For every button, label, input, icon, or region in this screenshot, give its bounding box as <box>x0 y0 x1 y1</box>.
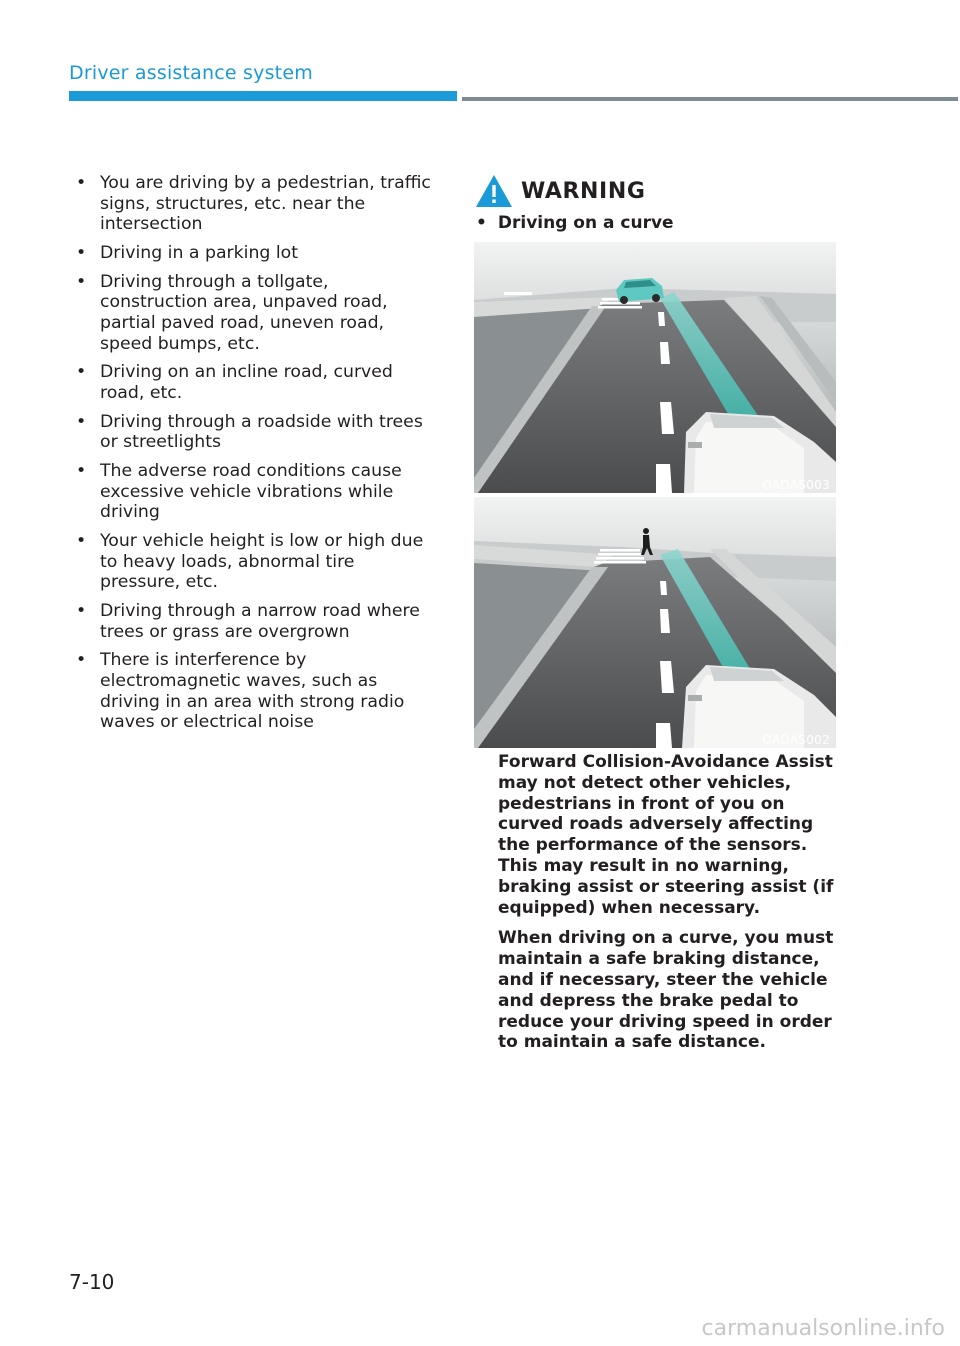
bullet: • <box>76 650 87 671</box>
bullet: • <box>76 362 87 383</box>
warning-label: WARNING <box>521 178 646 204</box>
header-rule-gray <box>462 97 958 101</box>
warning-header <box>474 172 646 210</box>
warning-paragraph: When driving on a curve, you must maintain a safe braking distance, and if necessary, steer the vehicle and depress the brake pedal to reduce your driving speed in order to maintain a safe distance. <box>498 928 834 1053</box>
list-item-text: Your vehicle height is low or high due to heavy loads, abnormal tire pressure, etc. <box>100 531 424 593</box>
bullet: • <box>476 213 487 233</box>
list-item-text: The adverse road conditions cause excessive vehicle vibrations while driving <box>100 461 402 523</box>
bullet: • <box>76 531 87 552</box>
warning-paragraph: Forward Collision-Avoidance Assist may not detect other vehicles, pedestrians in front of you on curved roads adversely affecting the performance of the sensors. This may result in no warning, braking assist or steering assist (if equipped) when necessary. <box>498 752 834 918</box>
bullet: • <box>76 173 87 193</box>
list-item-text: Driving on an incline road, curved road, etc. <box>100 362 393 403</box>
figure-code: OADAS002 <box>762 733 830 747</box>
list-item-text: Driving through a roadside with trees or streetlights <box>100 411 423 453</box>
list-item-text: You are driving by a pedestrian, traffic signs, structures, etc. near the intersection <box>100 173 431 235</box>
condition-list <box>76 173 431 741</box>
list-item <box>76 461 431 523</box>
bullet: • <box>76 461 87 482</box>
list-item <box>76 362 431 403</box>
list-item <box>76 531 431 593</box>
figure-curve-vehicle <box>474 242 836 493</box>
warning-item <box>476 213 674 233</box>
list-item-text: Driving through a tollgate, construction area, unpaved road, partial paved road, uneven road, speed bumps, etc. <box>100 271 388 354</box>
header-rule-accent <box>69 91 457 101</box>
curve-pedestrian-illustration <box>474 497 836 748</box>
list-item <box>76 412 431 453</box>
bullet: • <box>76 411 87 432</box>
target-vehicle <box>616 278 664 304</box>
warning-triangle-icon <box>474 173 514 209</box>
list-item <box>76 243 431 264</box>
page-number: 7-10 <box>69 1270 115 1294</box>
warning-item-text: Driving on a curve <box>497 213 674 233</box>
warning-body <box>498 752 840 1063</box>
bullet: • <box>76 601 87 621</box>
figure-code: OADAS003 <box>762 478 830 492</box>
list-item-text: Driving in a parking lot <box>100 242 299 263</box>
list-item-text: Driving through a narrow road where trees or grass are overgrown <box>100 601 420 642</box>
list-item <box>76 173 431 235</box>
watermark: carmanualsonline.info <box>701 1316 945 1341</box>
list-item-text: There is interference by electromagnetic waves, such as driving in an area with strong radio waves or electrical noise <box>100 650 405 733</box>
bullet: • <box>76 271 87 292</box>
list-item <box>76 601 431 642</box>
curve-vehicle-illustration <box>474 242 836 493</box>
list-item <box>76 650 431 732</box>
section-title: Driver assistance system <box>69 62 313 84</box>
bullet: • <box>76 242 87 263</box>
list-item <box>76 272 431 354</box>
figure-curve-pedestrian <box>474 497 836 748</box>
